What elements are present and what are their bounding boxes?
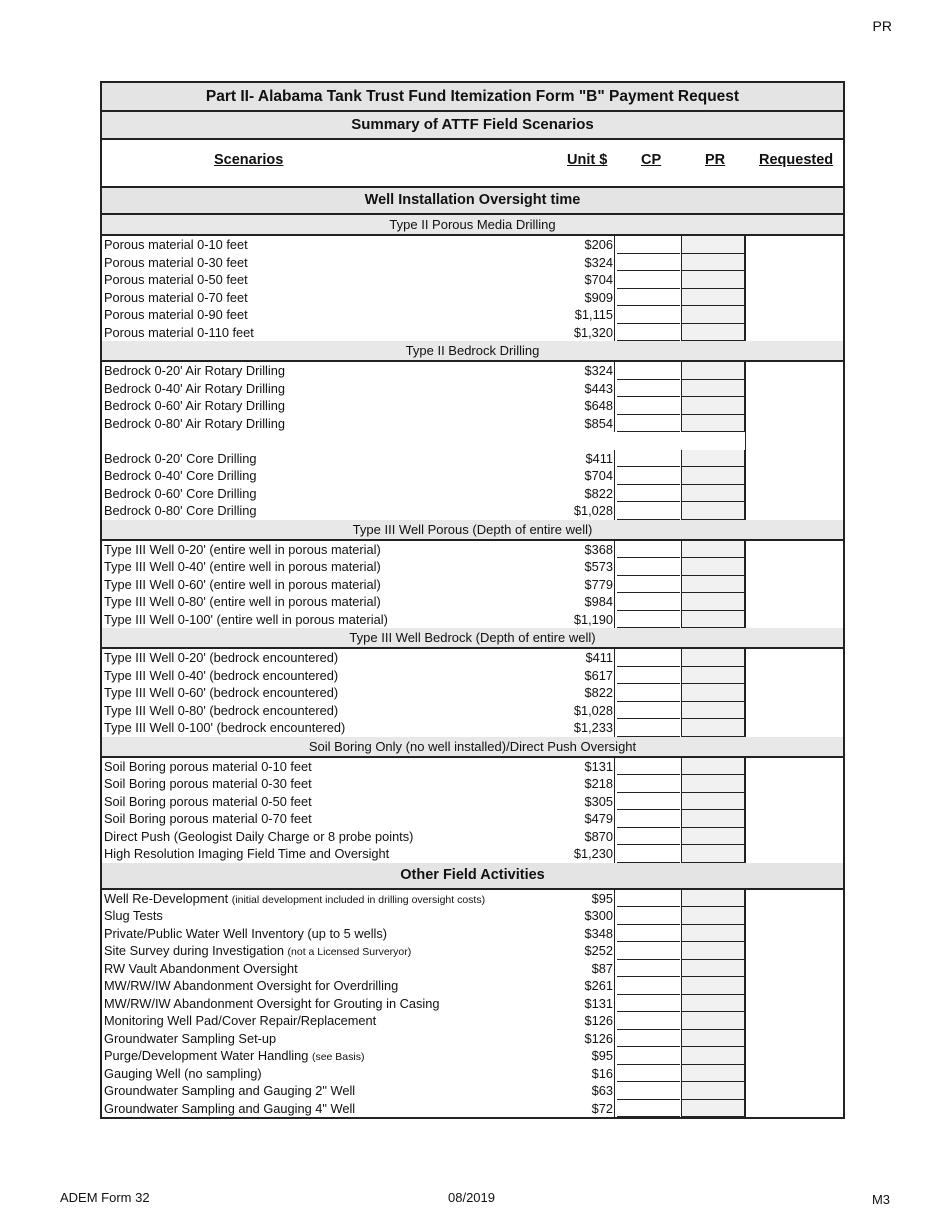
scenario-description	[104, 254, 248, 272]
pr-entry-cell[interactable]	[681, 593, 745, 611]
scenario-description	[104, 485, 257, 503]
unit-price: $206	[542, 236, 615, 254]
scenario-description	[104, 925, 387, 943]
table-row	[102, 907, 843, 925]
group-rows	[102, 890, 843, 1118]
footer-page-code: M3	[871, 1192, 890, 1207]
cp-entry-cell[interactable]	[617, 977, 680, 995]
table-row	[102, 485, 843, 503]
scenario-label: Porous material 0-50 feet	[104, 272, 248, 287]
unit-price: $1,028	[542, 502, 615, 520]
unit-price: $479	[542, 810, 615, 828]
table-row	[102, 324, 843, 342]
pr-entry-cell[interactable]	[681, 306, 745, 324]
scenario-label: Bedrock 0-40' Air Rotary Drilling	[104, 380, 285, 396]
table-row	[102, 1065, 843, 1083]
scenario-label: Groundwater Sampling Set-up	[104, 1030, 277, 1046]
scenario-label: Bedrock 0-20' Core Drilling	[104, 450, 257, 466]
scenario-description	[104, 362, 285, 380]
scenario-label: Type III Well 0-40' (bedrock encountered)	[104, 667, 339, 683]
scenario-description	[104, 502, 257, 520]
scenario-label: Soil Boring porous material 0-10 feet	[104, 758, 312, 774]
scenario-description	[104, 324, 254, 342]
cp-entry-cell[interactable]	[617, 793, 680, 811]
unit-price: $617	[542, 667, 615, 685]
scenario-description	[104, 1012, 376, 1030]
table-row	[102, 502, 843, 520]
unit-price: $1,028	[542, 702, 615, 720]
cp-entry-cell[interactable]	[617, 1047, 680, 1065]
scenario-description	[104, 558, 381, 576]
table-row	[102, 306, 843, 324]
pr-entry-cell[interactable]	[681, 380, 745, 398]
scenario-description	[104, 450, 257, 468]
scenario-label: Purge/Development Water Handling	[104, 1048, 309, 1063]
requested-column-divider	[745, 758, 746, 863]
cp-entry-cell[interactable]	[617, 380, 680, 398]
pr-entry-cell[interactable]	[681, 485, 745, 503]
pr-entry-cell[interactable]	[681, 907, 745, 925]
table-row	[102, 541, 843, 559]
group-title: Type III Well Bedrock (Depth of entire well)	[102, 628, 843, 649]
unit-price: $348	[542, 925, 615, 943]
pr-entry-cell[interactable]	[681, 960, 745, 978]
unit-price: $324	[542, 362, 615, 380]
scenario-description	[104, 667, 338, 685]
table-row	[102, 810, 843, 828]
scenario-description	[104, 793, 312, 811]
form-body	[102, 188, 843, 1117]
unit-price: $822	[542, 684, 615, 702]
pr-entry-cell[interactable]	[681, 719, 745, 737]
group-title: Type II Bedrock Drilling	[102, 341, 843, 362]
scenario-label: Type III Well 0-80' (bedrock encountered)	[104, 702, 339, 718]
unit-price: $648	[542, 397, 615, 415]
pr-entry-cell[interactable]	[681, 450, 745, 468]
cp-entry-cell[interactable]	[617, 810, 680, 828]
table-row	[102, 1030, 843, 1048]
scenario-description	[104, 1100, 355, 1118]
table-row	[102, 1082, 843, 1100]
header-requested: Requested	[759, 152, 834, 168]
table-row	[102, 432, 843, 450]
scenario-description	[104, 960, 298, 978]
unit-price: $131	[542, 995, 615, 1013]
group-rows	[102, 758, 843, 863]
table-row	[102, 558, 843, 576]
scenario-label: Groundwater Sampling and Gauging 4" Well	[104, 1100, 356, 1116]
scenario-label: Type III Well 0-20' (entire well in porous material)	[104, 541, 381, 557]
unit-price: $126	[542, 1012, 615, 1030]
pr-entry-cell[interactable]	[681, 828, 745, 846]
scenario-label: Type III Well 0-100' (entire well in porous material)	[104, 611, 388, 627]
scenario-note: (initial development included in drilling oversight costs)	[231, 893, 486, 906]
unit-price: $704	[542, 271, 615, 289]
pr-entry-cell[interactable]	[681, 271, 745, 289]
cp-entry-cell[interactable]	[617, 1082, 680, 1100]
table-row	[102, 397, 843, 415]
cp-entry-cell[interactable]	[617, 324, 680, 342]
scenario-label: Porous material 0-10 feet	[104, 237, 248, 252]
group-title: Type II Porous Media Drilling	[102, 215, 843, 236]
pr-entry-cell[interactable]	[681, 1082, 745, 1100]
unit-price: $1,233	[542, 719, 615, 737]
pr-entry-cell[interactable]	[681, 810, 745, 828]
scenario-description	[104, 907, 163, 925]
cp-entry-cell[interactable]	[617, 397, 680, 415]
scenario-label: Gauging Well (no sampling)	[104, 1065, 262, 1081]
pr-entry-cell[interactable]	[681, 397, 745, 415]
table-row	[102, 1100, 843, 1118]
cp-entry-cell[interactable]	[617, 541, 680, 559]
unit-price: $1,230	[542, 845, 615, 863]
scenario-description	[104, 775, 312, 793]
scenario-label: Porous material 0-30 feet	[104, 254, 248, 270]
cp-entry-cell[interactable]	[617, 576, 680, 594]
scenario-description	[104, 541, 381, 559]
scenario-description	[104, 649, 338, 667]
pr-entry-cell[interactable]	[681, 890, 745, 908]
requested-column-divider	[745, 541, 746, 629]
unit-price: $411	[542, 649, 615, 667]
group-title: Soil Boring Only (no well installed)/Direct Push Oversight	[102, 737, 843, 758]
scenario-label: Bedrock 0-40' Core Drilling	[104, 468, 257, 483]
form-title: Part II- Alabama Tank Trust Fund Itemization Form "B" Payment Request	[102, 83, 843, 112]
table-row	[102, 925, 843, 943]
pr-entry-cell[interactable]	[681, 324, 745, 342]
cp-entry-cell[interactable]	[617, 289, 680, 307]
scenario-description	[104, 810, 312, 828]
requested-column-divider	[745, 236, 746, 341]
scenario-label: Bedrock 0-60' Core Drilling	[104, 485, 257, 501]
table-row	[102, 793, 843, 811]
pr-entry-cell[interactable]	[681, 758, 745, 776]
unit-price: $984	[542, 593, 615, 611]
pr-entry-cell[interactable]	[681, 1047, 745, 1065]
table-row	[102, 960, 843, 978]
scenario-label: Bedrock 0-60' Air Rotary Drilling	[104, 398, 285, 413]
unit-price: $822	[542, 485, 615, 503]
group-rows	[102, 236, 843, 341]
scenario-label: MW/RW/IW Abandonment Oversight for Overdrilling	[104, 978, 399, 993]
cp-entry-cell[interactable]	[617, 558, 680, 576]
pr-entry-cell[interactable]	[681, 925, 745, 943]
scenario-label: Porous material 0-90 feet	[104, 307, 248, 322]
group-rows	[102, 649, 843, 737]
table-row	[102, 649, 843, 667]
cp-entry-cell[interactable]	[617, 702, 680, 720]
unit-price: $1,320	[542, 324, 615, 342]
table-row	[102, 845, 843, 863]
cp-entry-cell[interactable]	[617, 828, 680, 846]
table-row	[102, 236, 843, 254]
pr-entry-cell[interactable]	[681, 289, 745, 307]
requested-column-divider	[745, 890, 746, 1118]
table-row	[102, 576, 843, 594]
group-rows	[102, 362, 843, 520]
header-pr: PR	[705, 152, 726, 168]
cp-entry-cell[interactable]	[617, 649, 680, 667]
pr-entry-cell[interactable]	[681, 1100, 745, 1118]
footer-form-name: ADEM Form 32	[60, 1190, 150, 1205]
table-row	[102, 593, 843, 611]
pr-entry-cell[interactable]	[681, 1012, 745, 1030]
scenario-description	[104, 719, 345, 737]
unit-price: $1,190	[542, 611, 615, 629]
scenario-note: (see Basis)	[311, 1051, 365, 1063]
cp-entry-cell[interactable]	[617, 1030, 680, 1048]
section-title: Well Installation Oversight time	[102, 188, 843, 215]
scenario-label: Groundwater Sampling and Gauging 2" Well	[104, 1083, 356, 1098]
unit-price: $300	[542, 907, 615, 925]
scenario-label: Slug Tests	[104, 908, 163, 923]
scenario-description	[104, 415, 285, 433]
group-rows	[102, 541, 843, 629]
cp-entry-cell[interactable]	[617, 485, 680, 503]
pr-entry-cell[interactable]	[681, 667, 745, 685]
table-row	[102, 977, 843, 995]
table-row	[102, 1012, 843, 1030]
unit-price: $95	[542, 1047, 615, 1065]
form-subtitle: Summary of ATTF Field Scenarios	[102, 112, 843, 140]
scenario-label: Type III Well 0-100' (bedrock encountered)	[104, 720, 346, 735]
unit-price: $854	[542, 415, 615, 433]
cp-entry-cell[interactable]	[617, 236, 680, 254]
cp-entry-cell[interactable]	[617, 1100, 680, 1118]
pr-entry-cell[interactable]	[681, 942, 745, 960]
scenario-label: Soil Boring porous material 0-30 feet	[104, 776, 312, 791]
pr-entry-cell[interactable]	[681, 415, 745, 433]
cp-entry-cell[interactable]	[617, 415, 680, 433]
scenario-label: Soil Boring porous material 0-50 feet	[104, 793, 312, 809]
unit-price: $909	[542, 289, 615, 307]
corner-mark: PR	[872, 18, 892, 34]
table-row	[102, 1047, 843, 1065]
table-row	[102, 380, 843, 398]
unit-price: $218	[542, 775, 615, 793]
scenario-label: Type III Well 0-80' (entire well in porous material)	[104, 594, 381, 609]
table-row	[102, 254, 843, 272]
pr-entry-cell[interactable]	[681, 684, 745, 702]
pr-entry-cell[interactable]	[681, 995, 745, 1013]
unit-price: $16	[542, 1065, 615, 1083]
pr-entry-cell[interactable]	[681, 467, 745, 485]
pr-entry-cell[interactable]	[681, 254, 745, 272]
scenario-label: Bedrock 0-20' Air Rotary Drilling	[104, 363, 285, 378]
scenario-label: MW/RW/IW Abandonment Oversight for Grouting in Casing	[104, 995, 440, 1011]
pr-entry-cell[interactable]	[681, 611, 745, 629]
unit-price: $72	[542, 1100, 615, 1118]
pr-entry-cell[interactable]	[681, 558, 745, 576]
scenario-label: Bedrock 0-80' Air Rotary Drilling	[104, 415, 285, 431]
unit-price: $368	[542, 541, 615, 559]
unit-price: $573	[542, 558, 615, 576]
cp-entry-cell[interactable]	[617, 502, 680, 520]
table-row	[102, 667, 843, 685]
table-row	[102, 719, 843, 737]
group-title: Type III Well Porous (Depth of entire well)	[102, 520, 843, 541]
scenario-label: Bedrock 0-80' Core Drilling	[104, 503, 257, 518]
unit-price: $63	[542, 1082, 615, 1100]
cp-entry-cell[interactable]	[617, 684, 680, 702]
table-row	[102, 271, 843, 289]
scenario-description	[104, 611, 388, 629]
pr-entry-cell[interactable]	[681, 649, 745, 667]
cp-entry-cell[interactable]	[617, 775, 680, 793]
cp-entry-cell[interactable]	[617, 907, 680, 925]
pr-entry-cell[interactable]	[681, 236, 745, 254]
pr-entry-cell[interactable]	[681, 541, 745, 559]
cp-entry-cell[interactable]	[617, 1012, 680, 1030]
unit-price: $324	[542, 254, 615, 272]
scenario-description	[104, 236, 248, 254]
cp-entry-cell[interactable]	[617, 890, 680, 908]
unit-price: $95	[542, 890, 615, 908]
cp-entry-cell[interactable]	[617, 467, 680, 485]
table-row	[102, 684, 843, 702]
requested-column-divider	[745, 362, 746, 520]
scenario-description	[104, 995, 439, 1013]
table-row	[102, 467, 843, 485]
unit-price: $87	[542, 960, 615, 978]
scenario-note: (not a Licensed Surveryor)	[287, 946, 412, 958]
scenario-label: Direct Push (Geologist Daily Charge or 8 probe points)	[104, 828, 414, 844]
unit-price: $1,115	[542, 306, 615, 324]
table-row	[102, 362, 843, 380]
scenario-description	[104, 828, 413, 846]
pr-entry-cell[interactable]	[681, 702, 745, 720]
scenario-description	[104, 289, 248, 307]
cp-entry-cell[interactable]	[617, 758, 680, 776]
scenario-description	[104, 593, 381, 611]
table-row	[102, 775, 843, 793]
cp-entry-cell[interactable]	[617, 1065, 680, 1083]
table-row	[102, 995, 843, 1013]
table-row	[102, 415, 843, 433]
scenario-description	[104, 1082, 355, 1100]
table-row	[102, 289, 843, 307]
unit-price: $261	[542, 977, 615, 995]
pr-entry-cell[interactable]	[681, 845, 745, 863]
table-row	[102, 758, 843, 776]
pr-entry-cell[interactable]	[681, 775, 745, 793]
cp-entry-cell[interactable]	[617, 925, 680, 943]
cp-entry-cell[interactable]	[617, 995, 680, 1013]
scenario-description	[104, 702, 338, 720]
table-row	[102, 942, 843, 960]
cp-entry-cell[interactable]	[617, 611, 680, 629]
unit-price: $411	[542, 450, 615, 468]
column-header-row	[102, 140, 843, 188]
itemization-form	[100, 81, 845, 1119]
pr-entry-cell[interactable]	[681, 1065, 745, 1083]
pr-entry-cell[interactable]	[681, 977, 745, 995]
scenario-description	[104, 684, 338, 702]
cp-entry-cell[interactable]	[617, 960, 680, 978]
scenario-description	[104, 397, 285, 415]
unit-price: $443	[542, 380, 615, 398]
pr-entry-cell[interactable]	[681, 576, 745, 594]
header-unit: Unit $	[567, 152, 608, 168]
footer-date: 08/2019	[448, 1190, 495, 1205]
cp-entry-cell[interactable]	[617, 942, 680, 960]
scenario-label: Site Survey during Investigation	[104, 943, 284, 958]
scenario-description	[104, 306, 248, 324]
pr-entry-cell[interactable]	[681, 502, 745, 520]
pr-entry-cell[interactable]	[681, 362, 745, 380]
scenario-description	[104, 977, 398, 995]
header-scenarios: Scenarios	[214, 152, 284, 168]
pr-entry-cell[interactable]	[681, 793, 745, 811]
table-row	[102, 702, 843, 720]
scenario-description	[104, 758, 312, 776]
scenario-description	[104, 845, 389, 863]
scenario-description	[104, 1065, 262, 1083]
scenario-description	[104, 467, 257, 485]
cp-entry-cell[interactable]	[617, 362, 680, 380]
scenario-label: Well Re-Development	[104, 890, 229, 906]
table-row	[102, 450, 843, 468]
unit-price: $131	[542, 758, 615, 776]
pr-entry-cell[interactable]	[681, 1030, 745, 1048]
scenario-label: Monitoring Well Pad/Cover Repair/Replacement	[104, 1013, 377, 1028]
scenario-label: RW Vault Abandonment Oversight	[104, 960, 298, 976]
scenario-description	[104, 1030, 276, 1048]
table-row	[102, 828, 843, 846]
scenario-label: Porous material 0-70 feet	[104, 289, 248, 305]
cp-entry-cell[interactable]	[617, 254, 680, 272]
scenario-description	[104, 380, 285, 398]
cp-entry-cell[interactable]	[617, 593, 680, 611]
unit-price: $126	[542, 1030, 615, 1048]
requested-column-divider	[745, 649, 746, 737]
scenario-label: Private/Public Water Well Inventory (up to 5 wells)	[104, 925, 388, 941]
scenario-label: Type III Well 0-20' (bedrock encountered)	[104, 650, 339, 665]
section-title: Other Field Activities	[102, 863, 843, 890]
scenario-description	[104, 576, 381, 594]
unit-price: $870	[542, 828, 615, 846]
scenario-label: High Resolution Imaging Field Time and Oversight	[104, 846, 390, 861]
cp-entry-cell[interactable]	[617, 845, 680, 863]
cp-entry-cell[interactable]	[617, 271, 680, 289]
table-row	[102, 611, 843, 629]
table-row	[102, 890, 843, 908]
header-cp: CP	[641, 152, 662, 168]
cp-entry-cell[interactable]	[617, 719, 680, 737]
cp-entry-cell[interactable]	[617, 450, 680, 468]
unit-price: $779	[542, 576, 615, 594]
cp-entry-cell[interactable]	[617, 667, 680, 685]
scenario-label: Type III Well 0-60' (entire well in porous material)	[104, 576, 381, 592]
scenario-label: Soil Boring porous material 0-70 feet	[104, 811, 312, 826]
scenario-description	[104, 271, 248, 289]
scenario-label: Type III Well 0-40' (entire well in porous material)	[104, 559, 381, 574]
unit-price: $704	[542, 467, 615, 485]
scenario-label: Porous material 0-110 feet	[104, 324, 254, 340]
unit-price: $252	[542, 942, 615, 960]
cp-entry-cell[interactable]	[617, 306, 680, 324]
unit-price: $305	[542, 793, 615, 811]
scenario-label: Type III Well 0-60' (bedrock encountered)	[104, 685, 339, 700]
